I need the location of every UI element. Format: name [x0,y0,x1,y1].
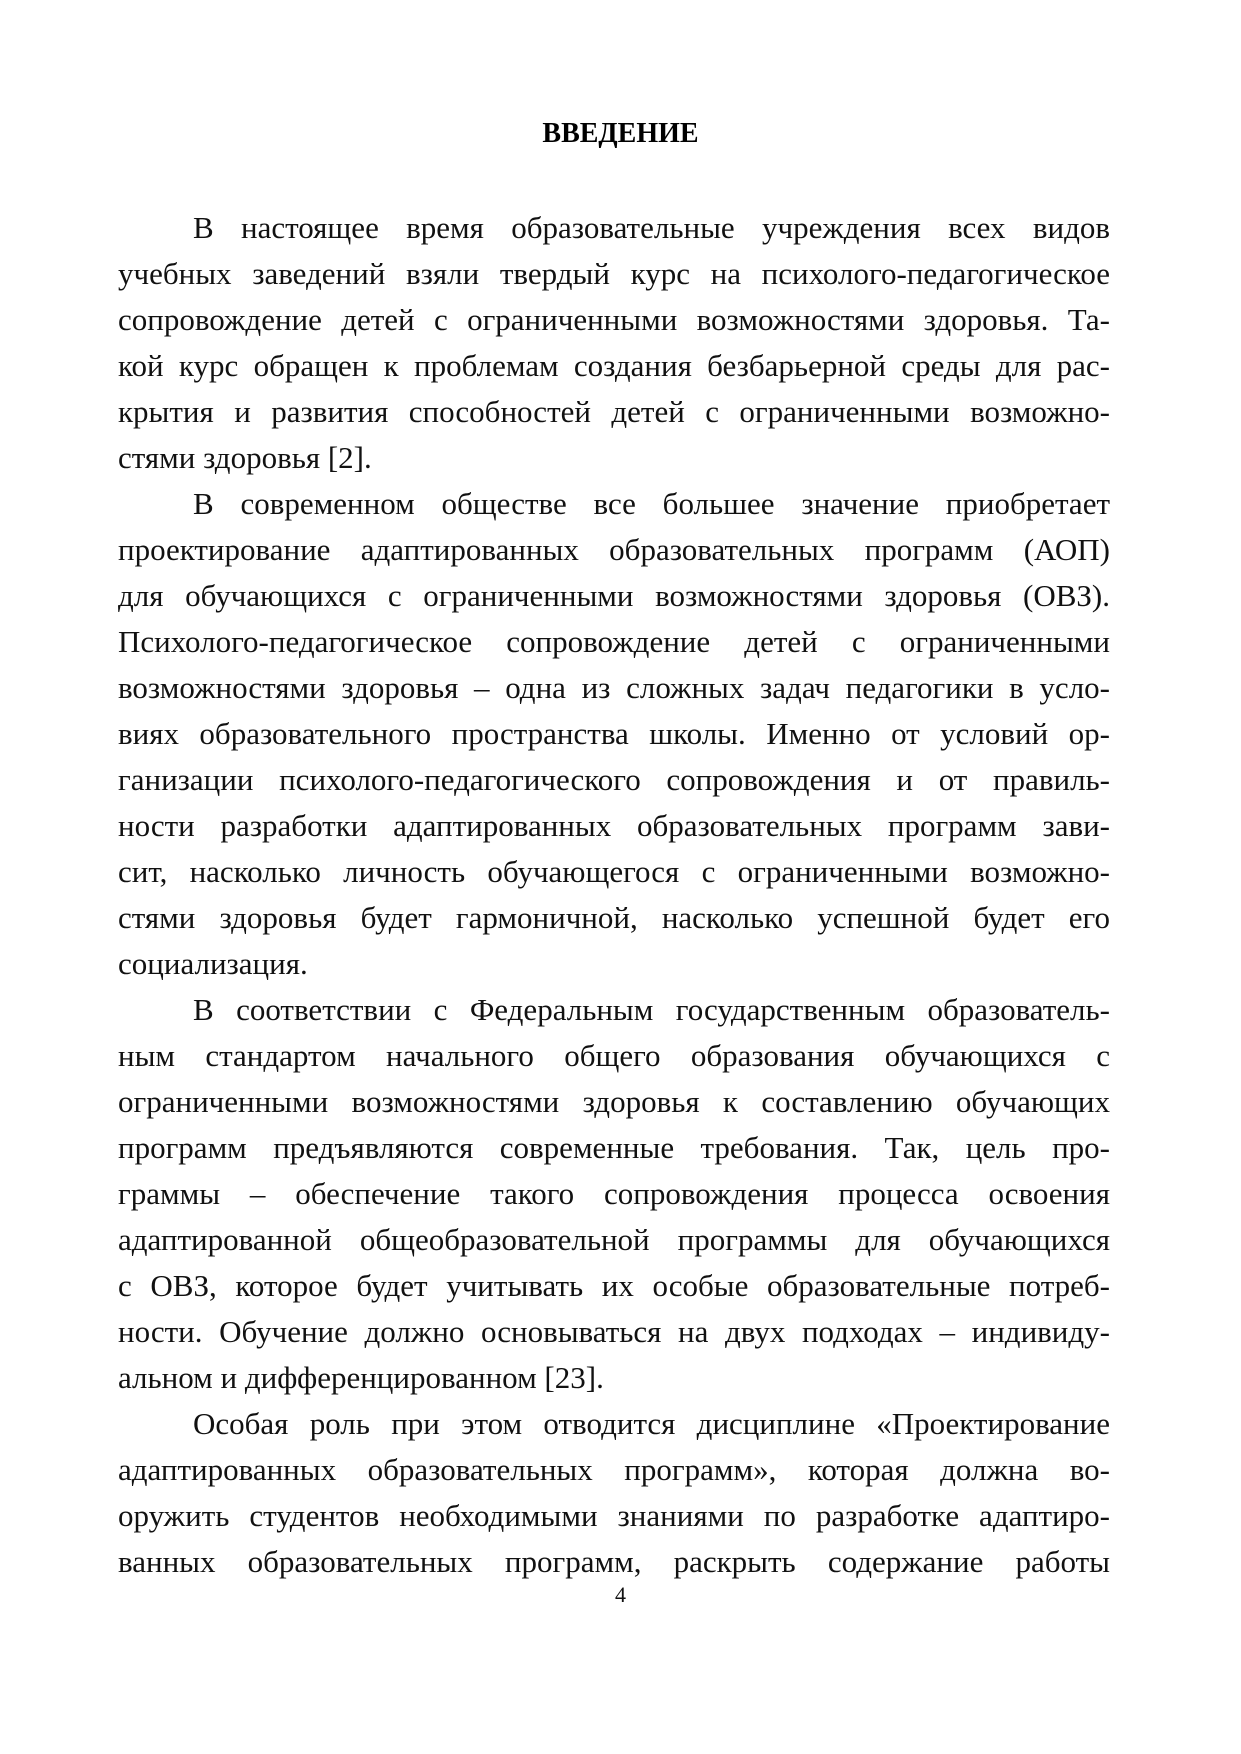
page-number: 4 [615,1582,626,1607]
text-line: оружить студентов необходимыми знаниями по разработке адаптиро- [118,1498,1110,1533]
text-line: Особая роль при этом отводится дисциплине «Проектирование [193,1406,1110,1441]
paragraph-1 [118,205,1110,481]
text-line: ограниченными возможностями здоровья к составлению обучающих [118,1084,1110,1119]
text-line: ным стандартом начального общего образования обучающихся с [118,1038,1110,1073]
text-line: В современном обществе все большее значение приобретает [193,486,1110,521]
text-line: с ОВЗ, которое будет учитывать их особые образовательные потреб- [118,1268,1110,1303]
text-line: ганизации психолого-педагогического сопровождения и от правиль- [118,762,1110,797]
text-line: альном и дифференцированном [23]. [118,1360,604,1395]
paragraph-4 [118,1401,1110,1585]
text-line: В настоящее время образовательные учреждения всех видов [193,210,1110,245]
text-line: ности. Обучение должно основываться на двух подходах – индивиду- [118,1314,1110,1349]
text-line: В соответствии с Федеральным государственным образователь- [193,992,1110,1027]
text-line: адаптированной общеобразовательной программы для обучающихся [118,1222,1110,1257]
text-line: социализация. [118,946,308,981]
paragraph-2 [118,481,1110,987]
text-line: крытия и развития способностей детей с ограниченными возможно- [118,394,1110,429]
text-line: сит, насколько личность обучающегося с ограниченными возможно- [118,854,1110,889]
body-text [118,205,1110,1585]
text-line: стями здоровья [2]. [118,440,372,475]
text-line: граммы – обеспечение такого сопровождения процесса освоения [118,1176,1110,1211]
text-line: для обучающихся с ограниченными возможностями здоровья (ОВЗ). [118,578,1110,613]
text-line: учебных заведений взяли твердый курс на психолого-педагогическое [118,256,1110,291]
text-line: проектирование адаптированных образовательных программ (АОП) [118,532,1110,567]
text-line: стями здоровья будет гармоничной, насколько успешной будет его [118,900,1110,935]
paragraph-3 [118,987,1110,1401]
text-line: кой курс обращен к проблемам создания безбарьерной среды для рас- [118,348,1110,383]
text-line: ванных образовательных программ, раскрыть содержание работы [118,1544,1110,1579]
text-line: сопровождение детей с ограниченными возможностями здоровья. Та- [118,302,1110,337]
page-title: ВВЕДЕНИЕ [542,118,699,149]
text-line: адаптированных образовательных программ», которая должна во- [118,1452,1110,1487]
text-line: Психолого-педагогическое сопровождение детей с ограниченными [118,624,1110,659]
text-line: возможностями здоровья – одна из сложных задач педагогики в усло- [118,670,1110,705]
text-line: ности разработки адаптированных образовательных программ зави- [118,808,1110,843]
text-line: программ предъявляются современные требования. Так, цель про- [118,1130,1110,1165]
text-line: виях образовательного пространства школы. Именно от условий ор- [118,716,1110,751]
